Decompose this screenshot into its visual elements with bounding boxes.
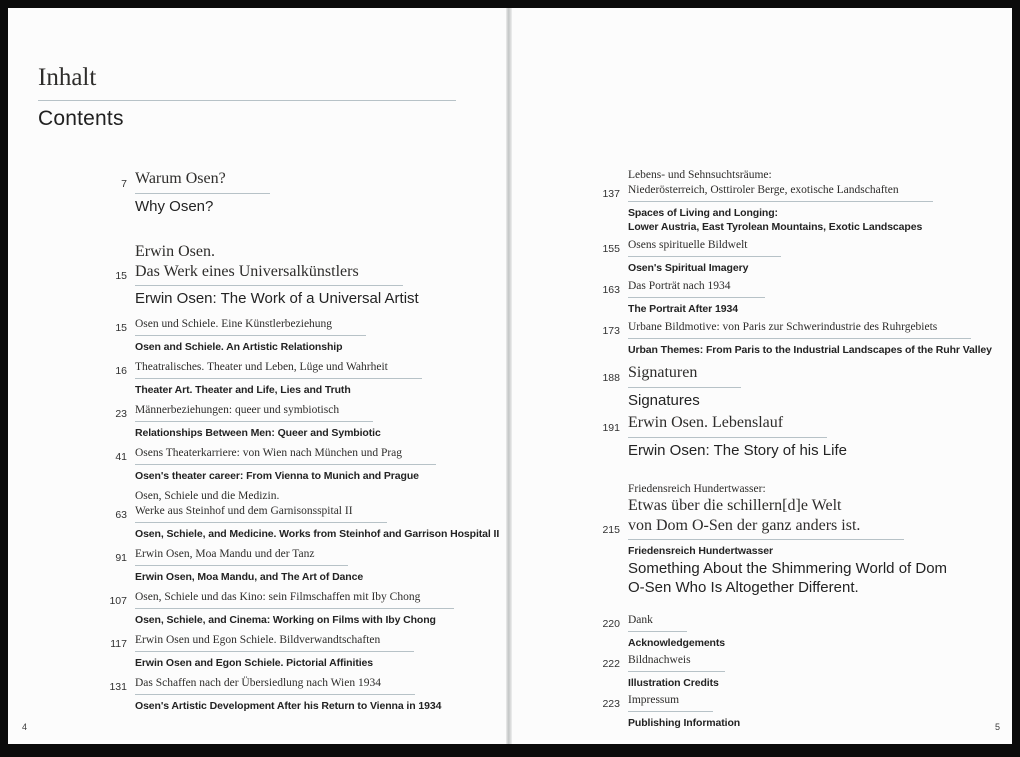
toc-entry (595, 653, 995, 690)
toc-entry-body (628, 653, 995, 690)
toc-entry-body (135, 403, 502, 440)
toc-entry-title-german (628, 482, 904, 540)
toc-entry-body (628, 279, 995, 316)
toc-entry-title-german (628, 363, 741, 388)
toc-entry-page-number: 16 (115, 364, 127, 377)
toc-entry (102, 547, 502, 584)
toc-entry-title-german (628, 238, 781, 257)
toc-entry-page-number: 117 (110, 637, 127, 650)
page-right (512, 8, 1012, 744)
toc-entry-title-german (135, 547, 348, 566)
toc-entry-title-english-line: O-Sen Who Is Altogether Different. (628, 578, 859, 596)
toc-entry (595, 482, 995, 597)
toc-entry-title-german-line: Niederösterreich, Osttiroler Berge, exotische Landschaften (628, 184, 899, 196)
toc-entry-title-english (628, 339, 995, 357)
toc-entry-title-german-line: Signaturen (628, 364, 698, 381)
toc-entry-page-number: 41 (115, 450, 127, 463)
toc-entry-title-english-line: Publishing Information (628, 717, 741, 729)
toc-entry-title-german-line: Urbane Bildmotive: von Paris zur Schwerindustrie des Ruhrgebiets (628, 321, 938, 333)
toc-entry-page-number: 163 (602, 284, 620, 296)
toc-entry-title-english (628, 438, 995, 461)
toc-entry-title-german-line: Dank (628, 614, 653, 626)
toc-entry-page-number: 220 (602, 618, 620, 630)
toc-entry-page-number: 131 (109, 680, 127, 693)
toc-entry (102, 489, 502, 541)
toc-entry-page-number: 215 (602, 524, 620, 536)
toc-entry (595, 320, 995, 357)
toc-entry-title-english-line: Relationships Between Men: Queer and Symbiotic (135, 426, 381, 439)
toc-entry-title-english-line: Illustration Credits (628, 677, 719, 689)
toc-entry-title-english-line: Acknowledgements (628, 637, 726, 649)
toc-entry (102, 676, 502, 713)
toc-entry-title-english-line: Osen's Spiritual Imagery (628, 262, 749, 274)
header-rule (38, 100, 456, 101)
toc-entry-title-english-line: Erwin Osen, Moa Mandu, and The Art of Dance (135, 570, 364, 583)
toc-entry (595, 413, 995, 460)
toc-entry-title-english-line: Osen's theater career: From Vienna to Munich and Prague (135, 469, 419, 482)
toc-entry-page-number: 15 (115, 321, 127, 334)
toc-entry-title-english-line: The Portrait After 1934 (628, 303, 738, 315)
toc-entry-body (628, 320, 995, 357)
folio-left: 4 (22, 722, 28, 732)
toc-entry-title-english-line: Osen's Artistic Development After his Return to Vienna in 1934 (135, 699, 442, 712)
folio-right: 5 (994, 722, 1000, 732)
toc-entry-title-german (135, 489, 387, 523)
toc-entry-title-german-line: Männerbeziehungen: queer und symbiotisch (135, 403, 340, 416)
toc-entry-page-number: 155 (602, 243, 620, 255)
toc-entry-page-number: 107 (109, 594, 127, 607)
toc-entry-title-german-line: Erwin Osen, Moa Mandu und der Tanz (135, 547, 315, 560)
toc-entry-title-german (628, 413, 827, 438)
toc-entry-title-english (135, 379, 502, 397)
toc-entry-title-english (135, 336, 502, 354)
toc-entry-body (135, 317, 502, 354)
toc-entry-title-german (628, 653, 725, 672)
toc-entry-body (135, 547, 502, 584)
toc-group (595, 168, 995, 361)
toc-entry-title-german-line: Das Schaffen nach der Übersiedlung nach Wien 1934 (135, 676, 381, 689)
toc-entry-title-german-line: Osens Theaterkarriere: von Wien nach München und Prag (135, 446, 403, 459)
toc-entry (595, 279, 995, 316)
toc-entry-title-german-line: Das Werk eines Universalkünstlers (135, 262, 359, 280)
toc-entry (595, 168, 995, 234)
toc-entry (102, 317, 502, 354)
toc-entry-title-german (628, 279, 765, 298)
toc-entry-title-english (628, 257, 995, 275)
toc-entry-title-german-line: Lebens- und Sehnsuchtsräume: (628, 169, 772, 181)
toc-entry-title-english (135, 609, 502, 627)
toc-entry-title-english (628, 632, 995, 650)
toc-entry-title-german-line: Etwas über die schillern[d]e Welt (628, 497, 842, 514)
toc-entry (102, 360, 502, 397)
toc-entry (595, 363, 995, 410)
toc-entry-page-number: 23 (115, 407, 127, 420)
toc-entry-page-number: 15 (115, 270, 127, 282)
toc-entry-title-german (135, 590, 454, 609)
toc-entry-title-english-line: Osen, Schiele, and Medicine. Works from Steinhof and Garrison Hospital II (135, 527, 500, 540)
toc-entry-title-german-line: Erwin Osen. (135, 243, 215, 260)
toc-entry-title-german-line: Osen, Schiele und die Medizin. (135, 489, 280, 502)
toc-entry-title-english-line: Erwin Osen: The Story of his Life (628, 441, 847, 459)
toc-entry (102, 169, 502, 216)
toc-group (102, 242, 502, 719)
open-pages (8, 8, 1012, 744)
toc-entry-title-english-line: Urban Themes: From Paris to the Industrial Landscapes of the Ruhr Valley (628, 344, 992, 356)
toc-entry-title-german-line: Impressum (628, 694, 680, 706)
toc-entry-page-number: 137 (602, 188, 620, 200)
toc-entry-title-german (628, 320, 971, 339)
toc-entry-author-english: Friedensreich Hundertwasser (628, 545, 773, 557)
toc-entry-title-english (135, 422, 502, 440)
toc-entry-title-english (628, 388, 995, 411)
toc-entry-title-german (135, 403, 373, 422)
toc-entry (102, 446, 502, 483)
toc-entry (595, 613, 995, 650)
toc-entry-title-english-line: Lower Austria, East Tyrolean Mountains, Exotic Landscapes (628, 221, 923, 233)
toc-entry-body (628, 238, 995, 275)
toc-entry-body (135, 633, 502, 670)
toc-entry-title-english (628, 202, 995, 234)
toc-entry-body (628, 613, 995, 650)
page-left (8, 8, 507, 744)
toc-entry (102, 242, 502, 309)
toc-entry-title-german-line: Erwin Osen. Lebenslauf (628, 414, 784, 431)
toc-entry (595, 693, 995, 730)
toc-entry (102, 633, 502, 670)
toc-entry-title-english (628, 298, 995, 316)
toc-entry-title-german-line: Osens spirituelle Bildwelt (628, 239, 748, 251)
toc-entry-title-english-line: Theater Art. Theater and Life, Lies and Truth (135, 383, 351, 396)
toc-entry-title-german (135, 169, 270, 194)
toc-entry-body (628, 168, 995, 234)
toc-entry-title-german (135, 446, 436, 465)
toc-title-german: Inhalt (38, 64, 97, 91)
toc-entry-body (135, 590, 502, 627)
toc-entry-title-german-line: Osen, Schiele und das Kino: sein Filmschaffen mit Iby Chong (135, 590, 421, 603)
toc-entry-body (135, 446, 502, 483)
toc-entry-page-number: 7 (121, 178, 127, 190)
toc-group (595, 363, 995, 463)
toc-entry-page-number: 63 (115, 508, 127, 521)
toc-entry-page-number: 188 (602, 372, 620, 384)
toc-entry-title-english (628, 672, 995, 690)
toc-entry-body (135, 360, 502, 397)
toc-entry-page-number: 173 (602, 325, 620, 337)
toc-entry-title-english-line: Something About the Shimmering World of Dom (628, 560, 948, 577)
toc-entry-title-german (135, 360, 422, 379)
toc-entry-body (628, 413, 995, 460)
toc-group (595, 482, 995, 605)
toc-entry-title-english (135, 566, 502, 584)
toc-entry-title-german (135, 242, 403, 286)
toc-entry-body (135, 489, 502, 541)
toc-entry-body (628, 363, 995, 410)
toc-entry-body (628, 693, 995, 730)
toc-entry-title-english-line: Spaces of Living and Longing: (628, 207, 778, 219)
toc-entry-title-german-line: Erwin Osen und Egon Schiele. Bildverwandtschaften (135, 633, 381, 646)
toc-entry-title-english (135, 523, 502, 541)
toc-group (595, 613, 995, 733)
toc-entry-page-number: 222 (602, 658, 620, 670)
toc-entry-title-english-line: Erwin Osen and Egon Schiele. Pictorial Affinities (135, 656, 374, 669)
toc-entry-title-german (135, 317, 366, 336)
toc-entry-title-english (628, 540, 995, 597)
toc-entry-title-english (135, 286, 502, 309)
toc-entry-title-english (135, 652, 502, 670)
toc-entry-title-english (628, 712, 995, 730)
toc-entry-title-english-line: Why Osen? (135, 197, 214, 215)
toc-entry (595, 238, 995, 275)
toc-entry-title-german-line: Bildnachweis (628, 654, 691, 666)
toc-entry-title-german-line: Werke aus Steinhof und dem Garnisonsspital II (135, 504, 353, 517)
toc-entry-page-number: 91 (115, 551, 127, 564)
toc-entry-title-german-line: Warum Osen? (135, 170, 226, 187)
toc-entry-body (135, 676, 502, 713)
toc-entry-title-german (135, 633, 414, 652)
toc-entry-title-english (135, 194, 502, 217)
toc-entry-title-english (135, 695, 502, 713)
toc-entry-title-english-line: Erwin Osen: The Work of a Universal Artist (135, 290, 419, 307)
toc-entry-author-german: Friedensreich Hundertwasser: (628, 483, 766, 495)
toc-entry-title-english (135, 465, 502, 483)
toc-entry-body (135, 169, 502, 216)
toc-entry-title-german (135, 676, 415, 695)
toc-entry-title-english-line: Osen and Schiele. An Artistic Relationship (135, 340, 343, 353)
toc-entry (102, 590, 502, 627)
toc-entry-body (135, 242, 502, 309)
toc-entry-title-german (628, 693, 713, 712)
toc-title-english: Contents (38, 107, 124, 130)
toc-entry-title-german-line: Theatralisches. Theater und Leben, Lüge und Wahrheit (135, 360, 388, 373)
toc-entry-body (628, 482, 995, 597)
toc-entry-page-number: 223 (602, 698, 620, 710)
toc-entry-title-english-line: Signatures (628, 391, 700, 409)
toc-entry-title-german (628, 613, 687, 632)
toc-entry-title-english-line: Osen, Schiele, and Cinema: Working on Films with Iby Chong (135, 613, 436, 626)
toc-entry-title-german-line: Das Porträt nach 1934 (628, 280, 731, 292)
toc-entry-page-number: 191 (602, 422, 620, 434)
toc-entry-title-german-line: Osen und Schiele. Eine Künstlerbeziehung (135, 317, 333, 330)
toc-header (38, 64, 458, 131)
toc-group (102, 169, 502, 224)
toc-entry-title-german-line: von Dom O-Sen der ganz anders ist. (628, 516, 861, 534)
toc-entry (102, 403, 502, 440)
toc-entry-title-german (628, 168, 933, 202)
